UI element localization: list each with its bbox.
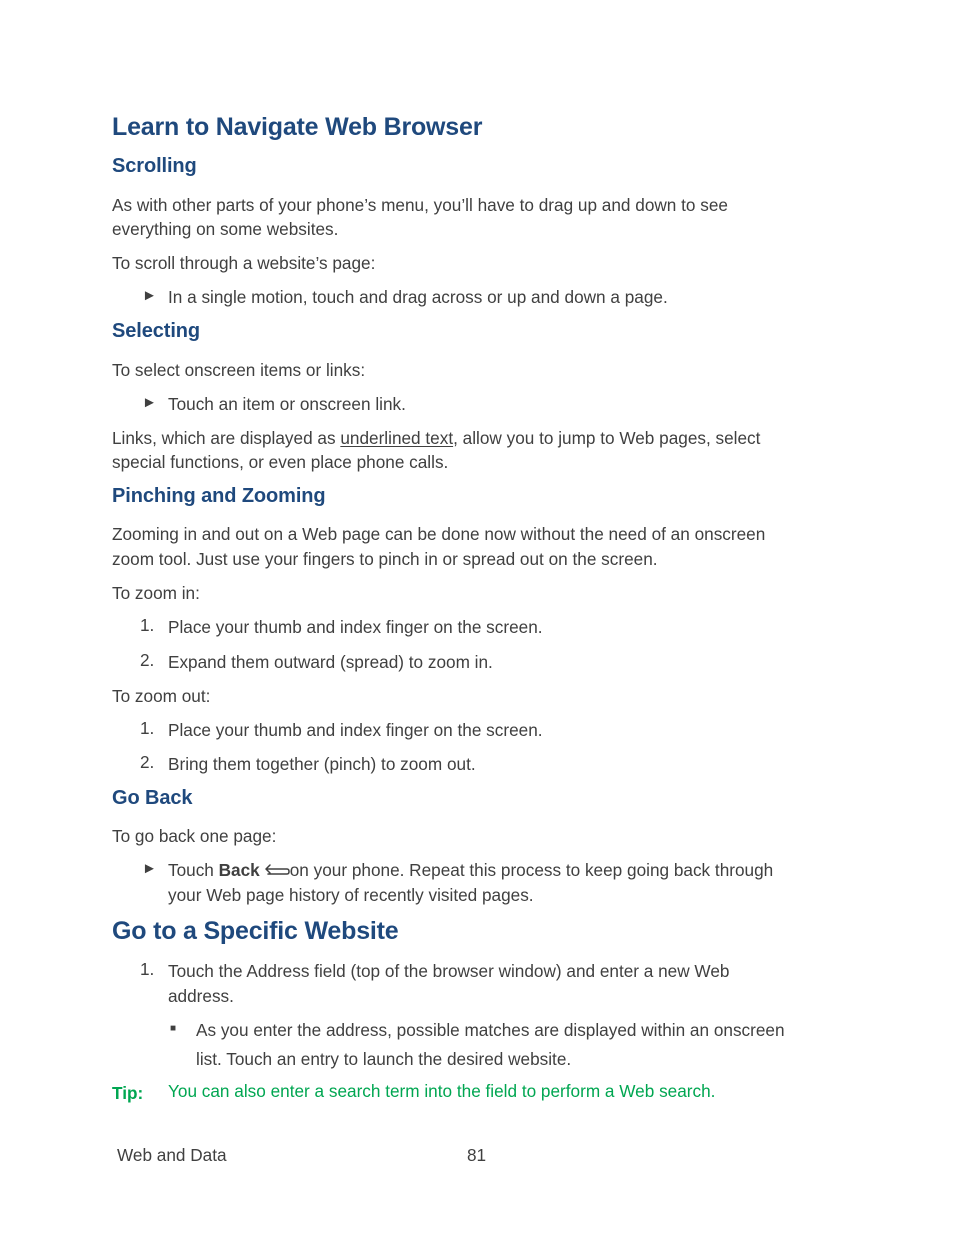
- selecting-para2-suffix: , allow you to jump to Web pages, select: [453, 428, 761, 448]
- underlined-text-example: underlined text: [340, 428, 454, 448]
- heading-go-back: Go Back: [112, 787, 193, 809]
- go-back-bullet-prefix: Touch: [168, 860, 219, 880]
- section-title-specific: Go to a Specific Website: [112, 917, 399, 945]
- section-title-navigate: Learn to Navigate Web Browser: [112, 113, 483, 141]
- scrolling-para1-line1: As with other parts of your phone’s menu, you’ll have to drag up and down to see: [112, 195, 728, 215]
- step-number: 1.: [140, 615, 155, 635]
- specific-sub-line1: As you enter the address, possible matches are displayed within an onscreen: [196, 1020, 785, 1040]
- step-number: 1.: [140, 718, 155, 738]
- back-arrow-icon: [260, 861, 290, 879]
- zoom-in-label: To zoom in:: [112, 583, 200, 603]
- scrolling-para2: To scroll through a website’s page:: [112, 253, 376, 273]
- step-number: 2.: [140, 650, 155, 670]
- go-back-bullet-suffix: on your phone. Repeat this process to keep going back through: [289, 860, 774, 880]
- zoom-out-label: To zoom out:: [112, 686, 211, 706]
- back-key-label: Back: [218, 860, 260, 880]
- selecting-para2-line1: [112, 426, 760, 450]
- tip-label: Tip:: [112, 1083, 144, 1103]
- specific-step1-line1: Touch the Address field (top of the browser window) and enter a new Web: [168, 961, 730, 981]
- zoom-in-step-1: Place your thumb and index finger on the screen.: [168, 617, 543, 637]
- scrolling-para1-line2: everything on some websites.: [112, 219, 339, 239]
- heading-pinching: Pinching and Zooming: [112, 485, 326, 507]
- go-back-para1: To go back one page:: [112, 826, 277, 846]
- pinching-para1-line2: zoom tool. Just use your fingers to pinch in or spread out on the screen.: [112, 549, 658, 569]
- bullet-arrow-icon: ►: [142, 287, 157, 304]
- selecting-para1: To select onscreen items or links:: [112, 360, 366, 380]
- tip-text: You can also enter a search term into the field to perform a Web search.: [168, 1081, 716, 1101]
- footer-section-name: Web and Data: [117, 1145, 227, 1165]
- go-back-bullet-line1: [168, 858, 773, 882]
- step-number: 2.: [140, 752, 155, 772]
- zoom-out-step-1: Place your thumb and index finger on the screen.: [168, 720, 543, 740]
- bullet-arrow-icon: ►: [142, 394, 157, 411]
- bullet-arrow-icon: ►: [142, 860, 157, 877]
- zoom-in-step-2: Expand them outward (spread) to zoom in.: [168, 652, 493, 672]
- step-number: 1.: [140, 959, 155, 979]
- heading-selecting: Selecting: [112, 320, 201, 342]
- specific-step1-line2: address.: [168, 986, 234, 1006]
- heading-scrolling: Scrolling: [112, 155, 197, 177]
- selecting-para2-line2: special functions, or even place phone calls.: [112, 452, 449, 472]
- zoom-out-step-2: Bring them together (pinch) to zoom out.: [168, 754, 476, 774]
- go-back-bullet-line2: your Web page history of recently visited pages.: [168, 885, 534, 905]
- pinching-para1-line1: Zooming in and out on a Web page can be done now without the need of an onscreen: [112, 524, 766, 544]
- footer-page-number: 81: [467, 1145, 487, 1165]
- scrolling-bullet: In a single motion, touch and drag across or up and down a page.: [168, 287, 668, 307]
- square-bullet-icon: ■: [170, 1023, 177, 1034]
- specific-sub-line2: list. Touch an entry to launch the desired website.: [196, 1049, 572, 1069]
- selecting-para2-prefix: Links, which are displayed as: [112, 428, 341, 448]
- selecting-bullet: Touch an item or onscreen link.: [168, 394, 406, 414]
